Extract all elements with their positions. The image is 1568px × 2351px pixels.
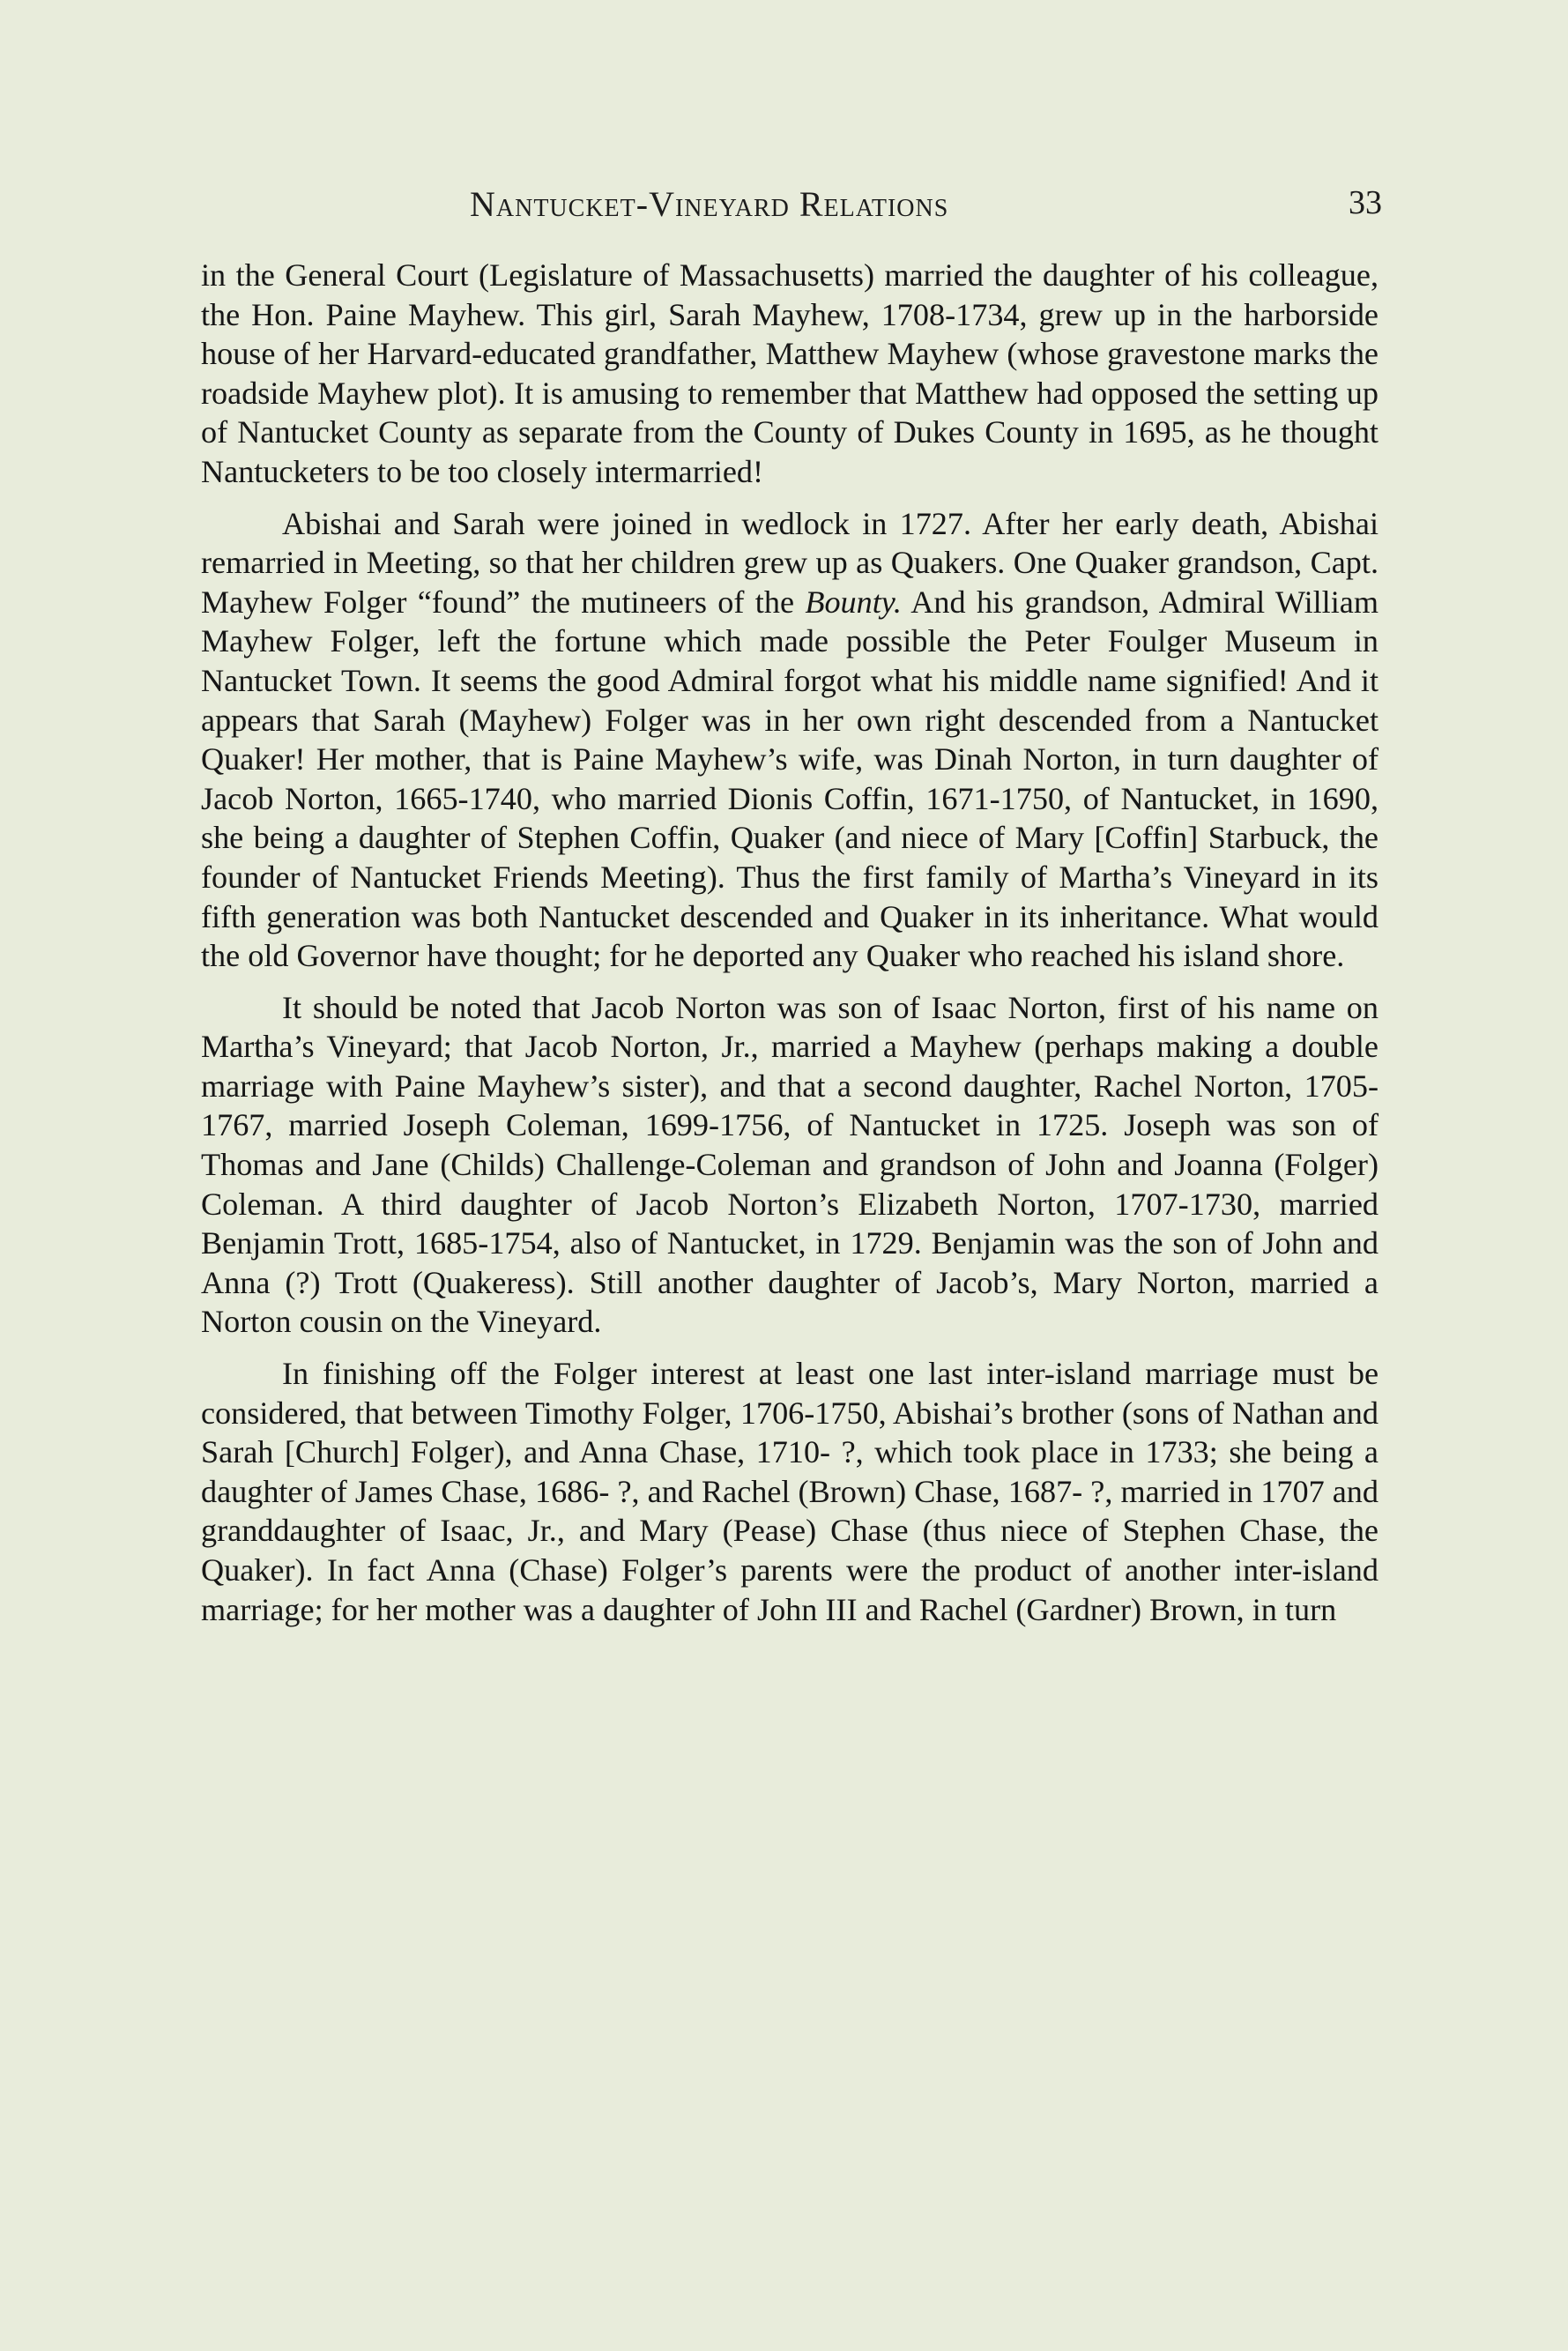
ship-name-italic: Bounty.: [805, 584, 902, 620]
paragraph: [201, 256, 1379, 492]
paragraph-text: in the General Court (Legislature of Massachusetts) married the daughter of his colleague, the Hon. Paine Mayhew. This girl, Sarah Mayhew, 1708-1734, grew up in the harborside house of her Harvard-educated grandfather, Matthew Mayhew (whose gravestone marks the roadside Mayhew plot). It is amusing to remember that Matthew had opposed the setting up of Nantucket County as separate from the County of Dukes County in 1695, as he thought Nantucketers to be too closely intermarried!: [201, 257, 1379, 489]
paragraph: [201, 504, 1379, 976]
page-number: 33: [1349, 184, 1382, 221]
paragraph-text: In finishing off the Folger interest at least one last inter-island marriage must be considered, that between Timothy Folger, 1706-1750, Abishai’s brother (sons of Nathan and Sarah [Church] Folger), and Anna Chase, 1710- ?, which took place in 1733; she being a daughter of James Chase, 1686- ?, and Rachel (Brown) Chase, 1687- ?, married in 1707 and granddaughter of Isaac, Jr., and Mary (Pease) Chase (thus niece of Stephen Chase, the Quaker). In fact Anna (Chase) Folger’s parents were the product of another inter-island marriage; for her mother was a daughter of John III and Rachel (Gardner) Brown, in turn: [201, 1356, 1379, 1627]
paragraph-text-continued: And his grandson, Admiral William Mayhew Folger, left the fortune which made possible the Peter Foulger Museum in Nantucket Town. It seems the good Admiral forgot what his middle name signified! And it appears that Sarah (Mayhew) Folger was in her own right descended from a Nantucket Quaker! Her mother, that is Paine Mayhew’s wife, was Dinah Norton, in turn daughter of Jacob Norton, 1665-1740, who married Dionis Coffin, 1671-1750, of Nantucket, in 1690, she being a daughter of Stephen Coffin, Quaker (and niece of Mary [Coffin] Starbuck, the founder of Nantucket Friends Meeting). Thus the first family of Martha’s Vineyard in its fifth generation was both Nantucket descended and Quaker in its inheritance. What would the old Governor have thought; for he deported any Quaker who reached his island shore.: [201, 584, 1379, 974]
paragraph: [201, 1354, 1379, 1629]
paragraph: [201, 988, 1379, 1342]
paragraph-text: It should be noted that Jacob Norton was son of Isaac Norton, first of his name on Martha’s Vineyard; that Jacob Norton, Jr., married a Mayhew (perhaps making a double marriage with Paine Mayhew’s sister), and that a second daughter, Rachel Norton, 1705-1767, married Joseph Coleman, 1699-1756, of Nantucket in 1725. Joseph was son of Thomas and Jane (Childs) Challenge-Coleman and grandson of John and Joanna (Folger) Coleman. A third daughter of Jacob Norton’s Elizabeth Norton, 1707-1730, married Benjamin Trott, 1685-1754, also of Nantucket, in 1729. Benjamin was the son of John and Anna (?) Trott (Quakeress). Still another daughter of Jacob’s, Mary Norton, married a Norton cousin on the Vineyard.: [201, 989, 1379, 1340]
body-text: [201, 256, 1379, 1629]
paragraph-text: Abishai and Sarah were joined in wedlock in 1727. After her early death, Abishai remarried in Meeting, so that her children grew up as Quakers. One Quaker grandson, Capt. Mayhew Folger “found” the mutineers of the: [201, 505, 1379, 620]
running-title: Nantucket-Vineyard Relations: [470, 184, 949, 224]
page-header: [201, 183, 1382, 227]
